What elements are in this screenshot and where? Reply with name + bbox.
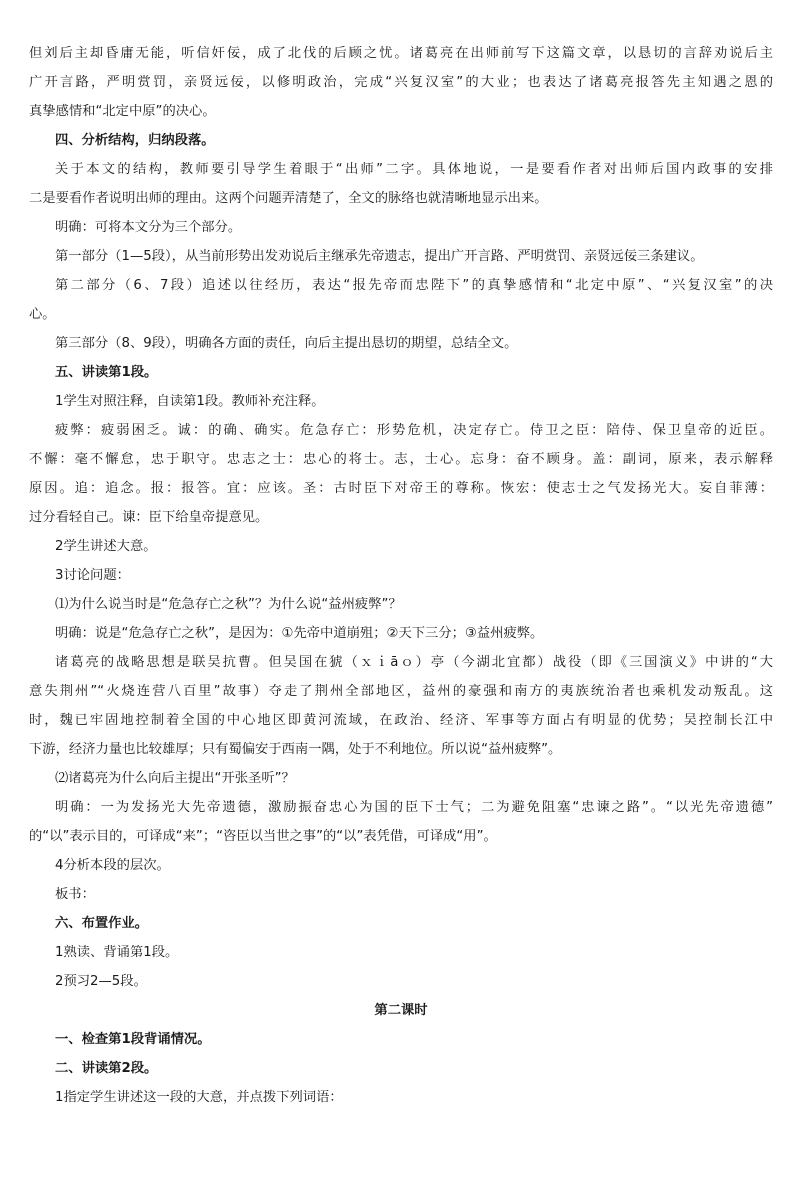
strategy-line-4: 下游，经济力量也比较雄厚；只有蜀偏安于西南一隅，处于不利地位。所以说“益州疲弊”。 [29,742,562,757]
strategy-line-2: 意失荆州”“火烧连营八百里”故事）夺走了荆州全部地区，益州的豪强和南方的夷族统治者也乘机发动叛乱。这 [29,684,773,699]
structure-para-line-1: 关于本文的结构，教师要引导学生着眼于“出师”二字。具体地说，一是要看作者对出师后国内政事的安排 [55,162,773,177]
part-two-line-2: 心。 [29,307,56,322]
part-one: 第一部分（1—5段），从当前形势出发劝说后主继承先帝遗志，提出广开言路、严明赏罚、亲贤远佞三条建议。 [55,249,704,264]
glossary-line-4: 过分看轻自己。谏：臣下给皇帝提意见。 [29,510,269,525]
step-1-self-read: 1学生对照注释，自读第1段。教师补充注释。 [55,394,325,409]
step-3-discussion: 3讨论问题： [55,568,130,583]
homework-1: 1熟读、背诵第1段。 [55,945,179,960]
intro-line-2: 广开言路，严明赏罚，亲贤远佞，以修明政治，完成“兴复汉室”的大业；也表达了诸葛亮报答先主知遇之恩的 [29,75,773,90]
step-4-layers: 4分析本段的层次。 [55,858,170,873]
part-three: 第三部分（8、9段），明确各方面的责任，向后主提出恳切的期望，总结全文。 [55,336,518,351]
strategy-line-3: 时，魏已牢固地控制着全国的中心地区即黄河流域，在政治、经济、军事等方面占有明显的优势；吴控制长江中 [29,713,773,728]
answer-1: 明确：说是“危急存亡之秋”，是因为：①先帝中道崩殂；②天下三分；③益州疲弊。 [55,626,544,641]
part-two-line-1: 第二部分（6、7段）追述以往经历，表达“报先帝而忠陛下”的真挚感情和“北定中原”、“兴复汉室”的决 [55,278,773,293]
intro-line-3: 真挚感情和“北定中原”的决心。 [29,104,216,119]
answer-2-line-1: 明确：一为发扬光大先帝遗德，激励振奋忠心为国的臣下士气；二为避免阻塞“忠谏之路”。“以光先帝遗德” [55,800,773,815]
lesson-2-title: 第二课时 [374,1003,428,1018]
structure-para-line-2: 二是要看作者说明出师的理由。这两个问题弄清楚了，全文的脉络也就清晰地显示出来。 [29,191,548,206]
lesson-2-section-1-heading: 一、检查第1段背诵情况。 [55,1032,211,1047]
section-6-heading: 六、布置作业。 [55,916,149,931]
lesson-2-step-1: 1指定学生讲述这一段的大意，并点拨下列词语： [55,1090,343,1105]
blackboard-label: 板书： [55,887,95,902]
answer-2-line-2: 的“以”表示目的，可译成“来”；“咨臣以当世之事”的“以”表凭借，可译成“用”。 [29,829,497,844]
intro-line-1: 但刘后主却昏庸无能，听信奸佞，成了北伐的后顾之忧。诸葛亮在出师前写下这篇文章，以恳切的言辞劝说后主 [29,46,773,61]
step-2-summary: 2学生讲述大意。 [55,539,157,554]
question-1: ⑴为什么说当时是“危急存亡之秋”？为什么说“益州疲弊”？ [55,597,402,612]
question-2: ⑵诸葛亮为什么向后主提出“开张圣听”？ [55,771,295,786]
strategy-line-1: 诸葛亮的战略思想是联吴抗曹。但吴国在猇（ｘｉāｏ）亭（今湖北宜都）战役（即《三国演义》中讲的“大 [55,655,773,670]
glossary-line-2: 不懈：毫不懈怠，忠于职守。忠志之士：忠心的将士。志，士心。忘身：奋不顾身。盖：副词，原来，表示解释 [29,452,773,467]
section-4-heading: 四、分析结构，归纳段落。 [55,133,215,148]
glossary-line-1: 疲弊：疲弱困乏。诚：的确、确实。危急存亡：形势危机，决定存亡。侍卫之臣：陪侍、保卫皇帝的近臣。 [55,423,773,438]
glossary-line-3: 原因。追：追念。报：报答。宜：应该。圣：古时臣下对帝王的尊称。恢宏：使志士之气发扬光大。妄自菲薄： [29,481,773,496]
lesson-2-section-2-heading: 二、讲读第2段。 [55,1061,158,1076]
homework-2: 2预习2—5段。 [55,974,147,989]
section-5-heading: 五、讲读第1段。 [55,365,158,380]
clarify-three-parts: 明确：可将本文分为三个部分。 [55,220,242,235]
